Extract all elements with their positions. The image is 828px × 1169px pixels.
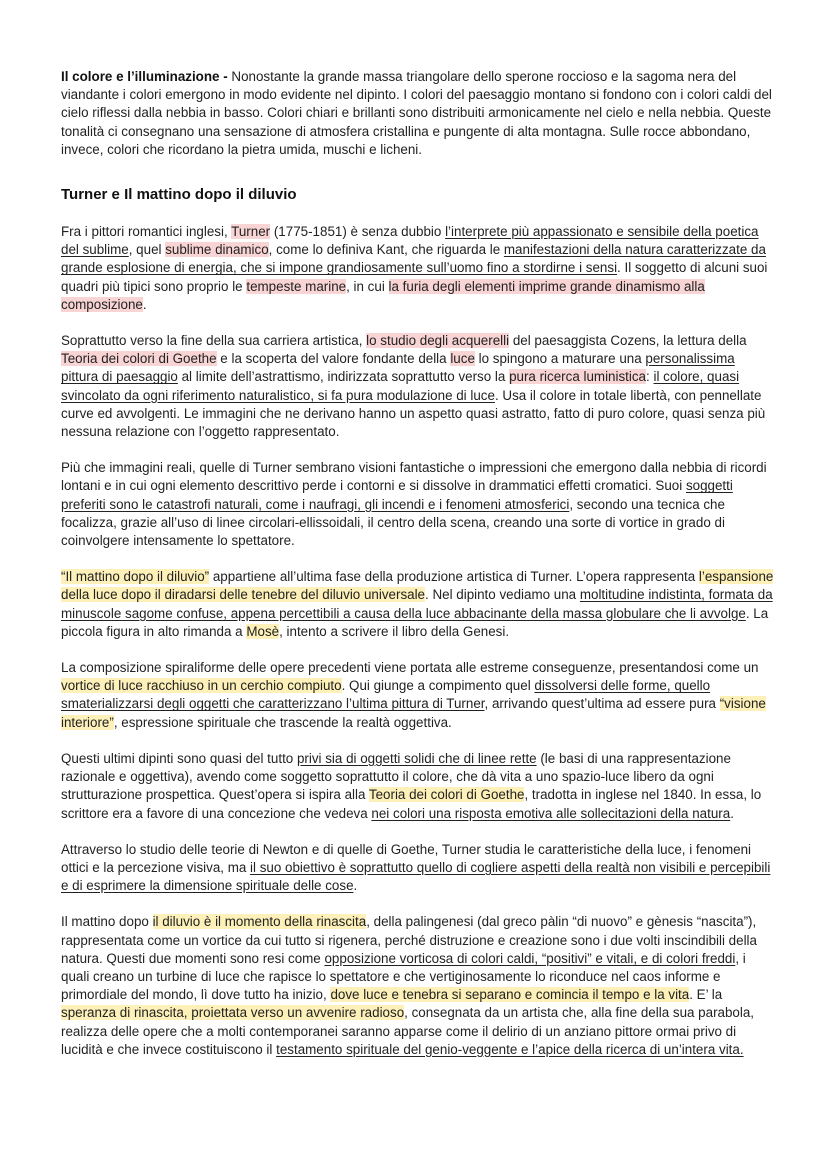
highlight-pink: Turner [231, 224, 271, 240]
text-run: . [142, 296, 147, 312]
underlined-text: personalissima pittura di paesaggio [61, 351, 735, 385]
text-run: , intento a scrivere il libro della Genesi. [279, 623, 510, 639]
underlined-text: l’interprete più appassionato e sensibile della poetica del sublime [61, 224, 759, 258]
underlined-text: manifestazioni della natura caratterizzate da grande esplosione di energia, che si impone grandiosamente sull’uomo fino a stordirne i sensi [61, 242, 766, 276]
text-run: . Usa il colore in totale libertà, con pennellate curve ed avvolgenti. Le immagini che ne derivano hanno un aspetto quasi astratto, fatto di puro colore, quasi senza più nessuna relazione con l’oggetto rappresentato. [61, 387, 766, 440]
text-run: Più che immagini reali, quelle di Turner sembrano visioni fantastiche o impressioni che emergono dalla nebbia di ricordi lontani e in cui ogni elemento descrittivo perde i contorni e si dissolve in drammatici effetti cromatici. Suoi [61, 460, 767, 494]
paragraph [61, 659, 775, 732]
text-run: . [730, 805, 734, 821]
underlined-text: moltitudine indistinta, formata da minuscole sagome confuse, appena percettibili a causa della luce abbacinante della massa globulare che li avvolge [61, 587, 773, 621]
text-run: Il mattino dopo [61, 914, 153, 930]
highlight-yellow: “Il mattino dopo il diluvio” [61, 569, 210, 585]
text-run: del paesaggista Cozens, la lettura della [509, 333, 747, 349]
text-run: . E’ la [689, 987, 723, 1003]
underlined-text: soggetti preferiti sono le catastrofi naturali, come i naufragi, gli incendi e i fenomeni atmosferici [61, 478, 733, 512]
underlined-text: dissolversi delle forme, quello smaterializzarsi degli oggetti che caratterizzano l’ultima pittura di Turner [61, 678, 711, 712]
paragraph [61, 568, 775, 641]
paragraph [61, 913, 775, 1059]
paragraph [61, 332, 775, 441]
text-run: , quel [128, 242, 166, 258]
text-run: , arrivando quest’ultima ad essere pura [484, 696, 720, 712]
underlined-text: privi sia di oggetti solidi che di linee rette [296, 750, 537, 766]
underlined-text: testamento spirituale del genio-veggente e l’apice della ricerca di un’intera vita. [276, 1041, 744, 1057]
text-run: , come lo definiva Kant, che riguarda le [268, 242, 504, 258]
text-run: , tradotta in inglese nel 1840. In essa, lo scrittore era a favore di una concezione che vedeva [61, 787, 762, 821]
text-run: Soprattutto verso la fine della sua carriera artistica, [61, 333, 367, 349]
highlight-yellow: l’espansione della luce dopo il diradarsi delle tenebre del diluvio universale [61, 569, 774, 603]
highlight-yellow: momento della rinascita [224, 914, 367, 930]
text-run: , secondo una tecnica che focalizza, grazie all’uso di linee circolari-ellissoidali, il centro della scena, creando una sorte di vortice in grado di coinvolgere intensamente lo spettatore. [61, 496, 725, 549]
underlined-text: nei colori una risposta emotiva alle sollecitazioni della natura [371, 805, 731, 821]
text-run: e la scoperta del valore fondante della [216, 351, 451, 367]
text-run: Attraverso lo studio delle teorie di Newton e di quelle di Goethe, Turner studia le caratteristiche della luce, i fenomeni ottici e la percezione visiva, ma [61, 841, 751, 875]
highlight-yellow: speranza di rinascita, proiettata verso un avvenire radioso [61, 1005, 405, 1021]
highlight-yellow: Teoria dei colori di Goethe [368, 787, 525, 803]
text-run: . La piccola figura in alto rimanda a [61, 605, 769, 639]
paragraph [61, 841, 775, 896]
highlight-yellow: il diluvio è il [152, 914, 225, 930]
text-run: : [646, 369, 654, 385]
underlined-text: il suo obiettivo è soprattutto quello di cogliere aspetti della realtà non visibili e percepibili e di esprimere la dimensione spirituale delle cose [61, 859, 771, 894]
text-run: (1775-1851) è senza dubbio [270, 224, 446, 240]
text-run: La composizione spiraliforme delle opere precedenti viene portata alle estreme conseguenze, presentandosi come un [61, 660, 759, 676]
text-run: (le basi di una rappresentazione razionale e oggettiva), avendo come soggetto soprattutto il colore, che dà vita a uno spazio-luce libero da ogni strutturazione prospettica. Quest’opera si ispira alla [61, 750, 731, 803]
paragraph [61, 459, 775, 550]
paragraph [61, 223, 775, 314]
paragraph [61, 750, 775, 823]
text-run: , consegnata da un artista che, alla fine della sua parabola, realizza delle opere che a molti contemporanei saranno apparse come il delirio di un anziano pittore ormai privo di lucidità e che invece costituiscono il [61, 1005, 755, 1057]
underlined-text: opposizione vorticosa di colori caldi, “positivi” e vitali, e di colori freddi [324, 950, 736, 966]
highlight-yellow: dove luce e tenebra si separano e comincia il tempo e la vita [330, 987, 690, 1003]
document-page [61, 68, 775, 1077]
highlight-pink: pura ricerca luministica [509, 369, 647, 385]
paragraph-list [61, 223, 775, 1059]
highlight-pink: la furia degli elementi imprime grande dinamismo alla composizione [61, 278, 705, 312]
text-run: , i quali creano un turbine di luce che rapisce lo spettatore e che vertiginosamente lo riconduce nel caos informe e primordiale del mondo, lì dove tutto ha inizio, [61, 950, 746, 1003]
text-run: . Nel dipinto vediamo una [425, 587, 580, 603]
highlight-pink: sublime dinamico [165, 242, 269, 258]
text-run: , espressione spirituale che trascende la realtà oggettiva. [113, 714, 452, 730]
text-run: appartiene all’ultima fase della produzione artistica di Turner. L’opera rappresenta [209, 569, 699, 585]
highlight-pink: Teoria dei colori di Goethe [61, 351, 217, 367]
text-run: al limite dell’astrattismo, indirizzata soprattutto verso la [177, 369, 510, 385]
text-run: . Qui giunge a compimento quel [341, 678, 535, 694]
highlight-yellow: “visione interiore” [61, 696, 766, 730]
text-run: Nonostante la grande massa triangolare dello sperone roccioso e la sagoma nera del viandante i colori emergono in modo evidente nel dipinto. I colori del paesaggio montano si fondono con i colori caldi del cielo riflessi dalla nebbia in basso. Colori chiari e brillanti sono distribuiti armonicamente nel cielo e nella nebbia. Queste tonalità ci consegnano una sensazione di atmosfera cristallina e pungente di alta montagna. Sulle rocce abbondano, invece, colori che ricordano la pietra umida, muschi e licheni. [61, 69, 772, 157]
text-run: Fra i pittori romantici inglesi, [61, 224, 232, 240]
highlight-yellow: Mosè [246, 623, 280, 639]
highlight-pink: luce [450, 351, 475, 367]
bold-text: Il colore e l’illuminazione - [61, 69, 228, 84]
text-run: lo spingono a maturare una [474, 351, 646, 367]
highlight-pink: lo studio degli acquerelli [366, 333, 510, 349]
text-run: . [353, 878, 358, 894]
text-run: , in cui [346, 278, 389, 294]
highlight-pink: tempeste marine [246, 278, 347, 294]
underlined-text: il colore, quasi svincolato da ogni riferimento naturalistico, si fa pura modulazione di luce [61, 369, 740, 403]
section-heading: Turner e Il mattino dopo il diluvio [61, 186, 297, 204]
text-run: . Il soggetto di alcuni suoi quadri più tipici sono proprio le [61, 260, 768, 294]
highlight-yellow: vortice di luce racchiuso in un cerchio compiuto [61, 678, 342, 694]
text-run: , della palingenesi (dal greco pàlin “di nuovo” e gènesis “nascita”), rappresentata come un vortice da cui tutto si rigenera, perché distruzione e creazione sono i due volti inscindibili della natura. Questi due momenti sono resi come [61, 914, 757, 966]
paragraph-colore-illuminazione [61, 68, 775, 159]
text-run: Questi ultimi dipinti sono quasi del tutto [61, 750, 297, 766]
